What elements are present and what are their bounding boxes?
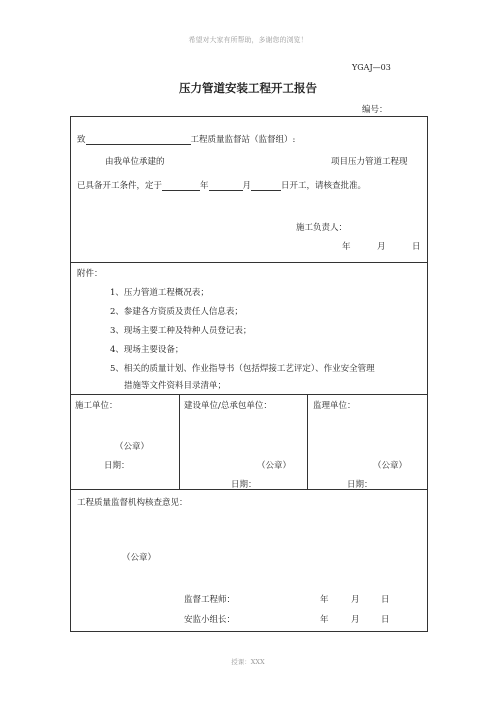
station-name-blank[interactable] bbox=[86, 135, 191, 145]
page-title: 压力管道安装工程开工报告 bbox=[179, 81, 317, 95]
date-day-label: 日 bbox=[412, 242, 421, 252]
attachment-item-continued: 措施等文件资料目录清单； bbox=[124, 381, 227, 391]
leader-day-label: 日 bbox=[381, 615, 390, 625]
start-day-blank[interactable] bbox=[251, 181, 281, 191]
start-date-suffix: 日开工，请核查批准。 bbox=[281, 181, 367, 191]
attachments-heading: 附件： bbox=[77, 269, 103, 279]
number-label: 编号： bbox=[362, 105, 388, 115]
attachment-item: 3、现场主要工种及特种人员登记表； bbox=[110, 326, 252, 336]
watermark-text: 希望对大家有所帮助，多谢您的浏览！ bbox=[188, 36, 308, 44]
engineer-month-label: 月 bbox=[351, 595, 360, 605]
owner-unit-seal: （公章） bbox=[257, 461, 292, 471]
construction-unit-date: 日期： bbox=[104, 461, 130, 471]
owner-unit-label: 建设单位/总承包单位： bbox=[184, 401, 272, 411]
year-label: 年 bbox=[200, 181, 209, 191]
month-label: 月 bbox=[242, 181, 252, 191]
divider-line bbox=[71, 394, 427, 395]
addressee-line bbox=[77, 133, 295, 145]
engineer-day-label: 日 bbox=[381, 595, 390, 605]
engineer-year-label: 年 bbox=[320, 595, 329, 605]
review-heading: 工程质量监督机构核查意见： bbox=[77, 498, 188, 508]
report-form bbox=[70, 116, 428, 632]
column-divider bbox=[179, 394, 180, 489]
leader-year-label: 年 bbox=[320, 615, 329, 625]
start-month-blank[interactable] bbox=[209, 181, 243, 191]
review-seal: （公章） bbox=[122, 553, 157, 563]
contractor-text: 由我单位承建的 bbox=[105, 157, 165, 167]
supervising-engineer-label: 监督工程师： bbox=[184, 595, 236, 605]
start-year-blank[interactable] bbox=[162, 181, 200, 191]
owner-unit-date: 日期： bbox=[231, 480, 257, 490]
start-date-line bbox=[77, 179, 366, 191]
project-text: 项目压力管道工程现 bbox=[331, 157, 408, 167]
column-divider bbox=[307, 394, 308, 489]
addressee-prefix: 致 bbox=[77, 135, 86, 145]
date-year-label: 年 bbox=[342, 242, 351, 252]
construction-unit-seal: （公章） bbox=[115, 442, 150, 452]
team-leader-label: 安监小组长： bbox=[184, 615, 236, 625]
leader-month-label: 月 bbox=[351, 615, 360, 625]
document-code: YGAJ—03 bbox=[352, 63, 391, 72]
divider-line bbox=[71, 262, 427, 263]
footer-text: 授课：XXX bbox=[231, 658, 265, 666]
attachment-item: 5、相关的质量计划、作业指导书（包括焊接工艺评定）、作业安全管理 bbox=[110, 364, 375, 374]
supervision-unit-date: 日期： bbox=[347, 480, 373, 490]
attachment-item: 1、压力管道工程概况表； bbox=[110, 288, 209, 298]
addressee-suffix: 工程质量监督站（监督组）: bbox=[190, 135, 296, 145]
attachment-item: 2、参建各方资质及责任人信息表； bbox=[110, 307, 243, 317]
supervision-unit-label: 监理单位： bbox=[313, 401, 356, 411]
responsible-person-label: 施工负责人： bbox=[296, 223, 348, 233]
attachment-item: 4、现场主要设备； bbox=[110, 345, 184, 355]
date-month-label: 月 bbox=[377, 242, 386, 252]
construction-unit-label: 施工单位： bbox=[75, 401, 118, 411]
start-date-prefix: 已具备开工条件，定于 bbox=[77, 181, 163, 191]
supervision-unit-seal: （公章） bbox=[373, 461, 408, 471]
